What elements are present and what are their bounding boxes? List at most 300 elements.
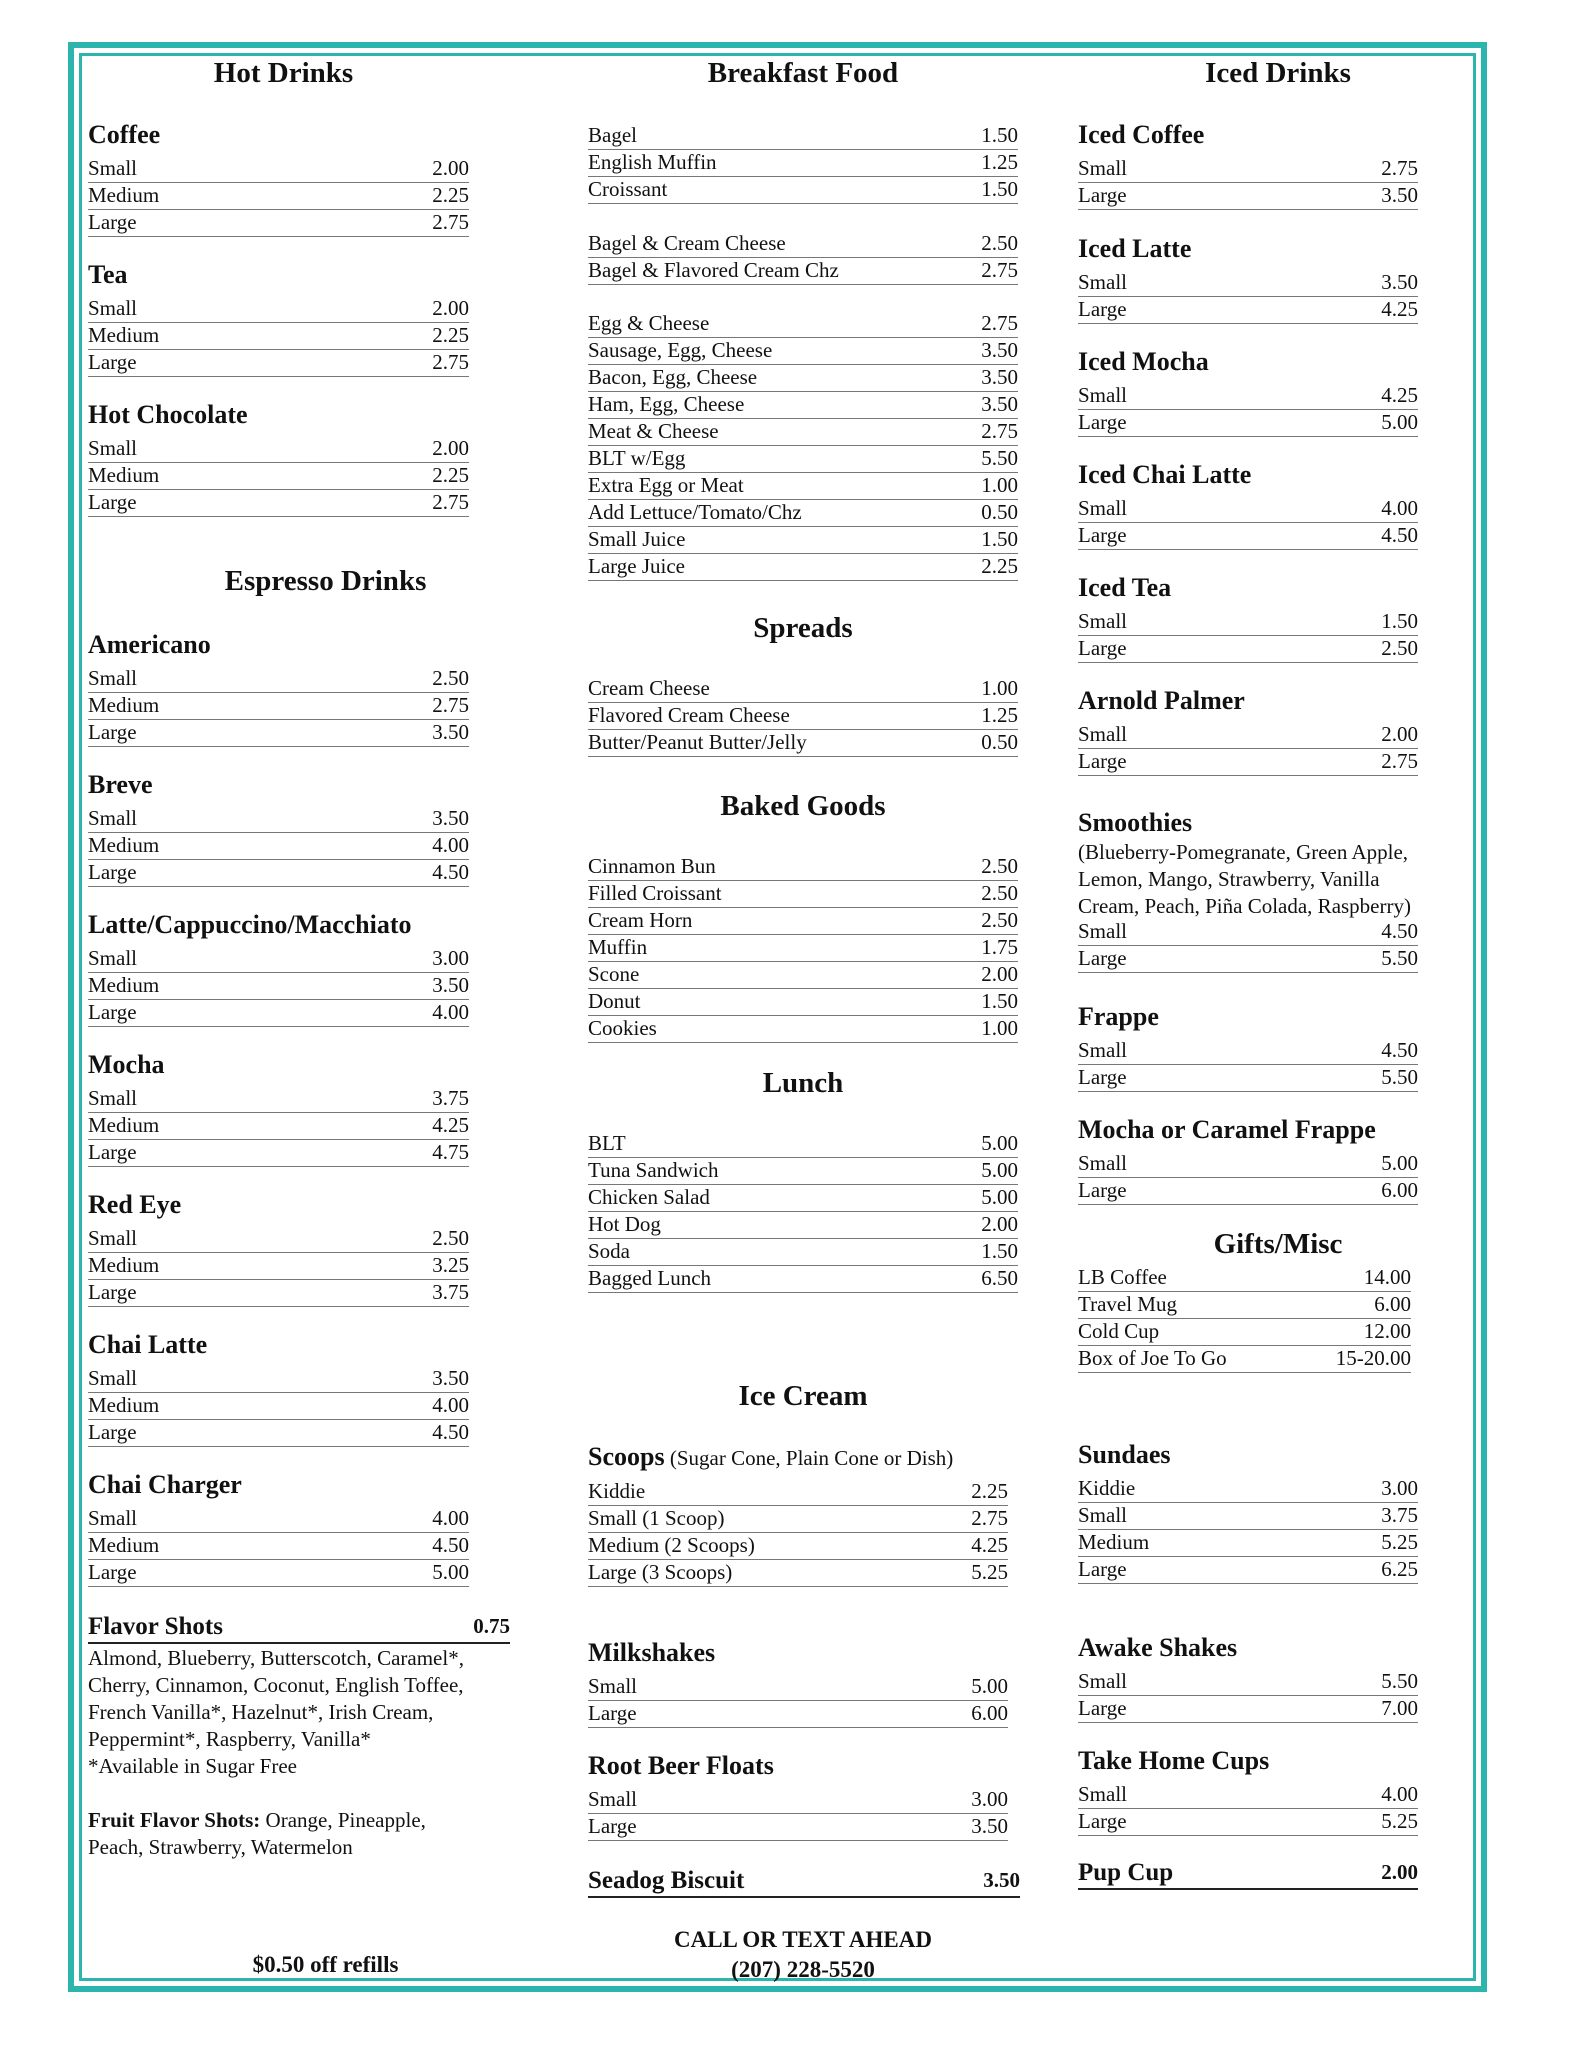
item-label: Filled Croissant xyxy=(588,881,722,905)
item-price: 4.25 xyxy=(1381,383,1418,407)
menu-row xyxy=(588,1015,1018,1043)
item-label: Medium xyxy=(88,463,160,487)
item-label: Small xyxy=(88,1506,138,1530)
flavor-shots-text: Peppermint*, Raspberry, Vanilla* xyxy=(88,1727,371,1751)
item-price: 2.00 xyxy=(981,1212,1018,1236)
item-label: Small xyxy=(1078,722,1128,746)
item-label: Small Juice xyxy=(588,527,686,551)
group-title: Mocha xyxy=(88,1050,165,1079)
item-price: 3.50 xyxy=(432,806,469,830)
item-price: 1.50 xyxy=(981,177,1018,201)
menu-row xyxy=(1078,409,1418,437)
group-title: Iced Chai Latte xyxy=(1078,460,1252,489)
menu-row xyxy=(588,553,1018,581)
group-title: Iced Latte xyxy=(1078,234,1192,263)
menu-row xyxy=(588,176,1018,204)
menu-row xyxy=(88,182,469,210)
item-label: Seadog Biscuit xyxy=(588,1867,745,1894)
item-label: Medium xyxy=(88,833,160,857)
group-title: Iced Coffee xyxy=(1078,120,1205,149)
item-price: 1.25 xyxy=(981,150,1018,174)
item-label: Small xyxy=(88,946,138,970)
menu-row xyxy=(588,1238,1018,1266)
menu-row xyxy=(588,337,1018,365)
group-title: Iced Tea xyxy=(1078,573,1172,602)
item-label: Box of Joe To Go xyxy=(1078,1346,1227,1370)
item-label: Small xyxy=(1078,156,1128,180)
menu-row xyxy=(588,1559,1008,1587)
item-price: 3.50 xyxy=(432,1366,469,1390)
group-title: Red Eye xyxy=(88,1190,182,1219)
smoothies-flavors: Lemon, Mango, Strawberry, Vanilla xyxy=(1078,867,1380,891)
group-title: Mocha or Caramel Frappe xyxy=(1078,1115,1376,1144)
item-label: Small xyxy=(1078,1503,1128,1527)
menu-row xyxy=(588,499,1018,527)
item-label: Small xyxy=(88,1366,138,1390)
item-label: Large xyxy=(1078,183,1127,207)
item-label: Small xyxy=(88,666,138,690)
item-label: Large xyxy=(88,1280,137,1304)
fruit-shots-list: Orange, Pineapple, xyxy=(260,1808,426,1832)
menu-row xyxy=(588,907,1018,935)
menu-row xyxy=(588,1478,1008,1506)
menu-row xyxy=(588,418,1018,446)
item-price: 2.75 xyxy=(432,350,469,374)
item-label: Small xyxy=(588,1674,638,1698)
menu-row xyxy=(588,934,1018,962)
menu-row xyxy=(588,1130,1018,1158)
menu-row xyxy=(88,1505,469,1533)
smoothies-flavors: Cream, Peach, Piña Colada, Raspberry) xyxy=(1078,894,1411,918)
menu-row xyxy=(588,1813,1008,1841)
menu-row xyxy=(588,310,1018,338)
item-label: Large xyxy=(588,1814,637,1838)
item-price: 5.50 xyxy=(981,446,1018,470)
menu-row xyxy=(588,1673,1008,1701)
item-price: 3.00 xyxy=(1381,1476,1418,1500)
menu-row xyxy=(1078,748,1418,776)
item-price: 2.75 xyxy=(432,693,469,717)
item-price: 1.00 xyxy=(981,676,1018,700)
menu-row xyxy=(88,692,469,720)
flavor-shots-text: French Vanilla*, Hazelnut*, Irish Cream, xyxy=(88,1700,434,1724)
item-label: Medium (2 Scoops) xyxy=(588,1533,755,1557)
scoops-title xyxy=(588,1442,953,1472)
item-price: 1.50 xyxy=(981,123,1018,147)
item-label: Large xyxy=(88,860,137,884)
item-price: 7.00 xyxy=(1381,1696,1418,1720)
item-price: 4.25 xyxy=(432,1113,469,1137)
item-label: Add Lettuce/Tomato/Chz xyxy=(588,500,802,524)
item-label: Large xyxy=(1078,1809,1127,1833)
item-label: Small xyxy=(1078,1151,1128,1175)
item-price: 3.00 xyxy=(971,1787,1008,1811)
item-label: Cream Cheese xyxy=(588,676,710,700)
group-title: Coffee xyxy=(88,120,161,149)
menu-row xyxy=(88,155,469,183)
item-price: 3.75 xyxy=(432,1280,469,1304)
menu-row xyxy=(1078,608,1418,636)
item-label: English Muffin xyxy=(588,150,717,174)
menu-row xyxy=(588,364,1018,392)
item-label: Small xyxy=(1078,1038,1128,1062)
item-label: Butter/Peanut Butter/Jelly xyxy=(588,730,807,754)
item-label: Small xyxy=(588,1787,638,1811)
menu-row xyxy=(1078,1291,1411,1319)
item-label: Large xyxy=(88,1000,137,1024)
menu-row xyxy=(588,880,1018,908)
menu-row xyxy=(1078,382,1418,410)
scoops-note: (Sugar Cone, Plain Cone or Dish) xyxy=(664,1446,954,1470)
item-label: Travel Mug xyxy=(1078,1292,1177,1316)
flavor-shots-text: Cherry, Cinnamon, Coconut, English Toffee, xyxy=(88,1673,464,1697)
fruit-shots-label: Fruit Flavor Shots: xyxy=(88,1808,261,1832)
item-label: LB Coffee xyxy=(1078,1265,1167,1289)
item-label: Large xyxy=(88,720,137,744)
menu-row xyxy=(88,1252,469,1280)
item-price: 4.75 xyxy=(432,1140,469,1164)
item-label: Extra Egg or Meat xyxy=(588,473,744,497)
item-price: 4.25 xyxy=(1381,297,1418,321)
item-price: 1.00 xyxy=(981,473,1018,497)
menu-row xyxy=(1078,1502,1418,1530)
menu-row xyxy=(588,257,1018,285)
item-label: Medium xyxy=(88,1393,160,1417)
item-label: Hot Dog xyxy=(588,1212,661,1236)
item-price: 4.25 xyxy=(971,1533,1008,1557)
menu-row xyxy=(1078,1695,1418,1723)
flavor-shots-row xyxy=(88,1612,510,1644)
item-label: Large xyxy=(88,1140,137,1164)
menu-row xyxy=(88,1279,469,1307)
item-price: 5.00 xyxy=(971,1674,1008,1698)
item-price: 3.50 xyxy=(981,392,1018,416)
item-price: 5.50 xyxy=(1381,946,1418,970)
menu-row xyxy=(88,349,469,377)
group-title: Breve xyxy=(88,770,153,799)
menu-row xyxy=(1078,1345,1411,1373)
item-price: 5.50 xyxy=(1381,1669,1418,1693)
menu-row xyxy=(88,805,469,833)
menu-row xyxy=(88,1112,469,1140)
item-label: Egg & Cheese xyxy=(588,311,710,335)
item-price: 4.00 xyxy=(432,1506,469,1530)
menu-row xyxy=(88,859,469,887)
menu-row xyxy=(1078,296,1418,324)
item-label: Flavor Shots xyxy=(88,1613,223,1640)
menu-row xyxy=(88,1365,469,1393)
fruit-flavor-shots xyxy=(88,1807,426,1834)
item-price: 2.00 xyxy=(981,962,1018,986)
item-price: 5.00 xyxy=(1381,1151,1418,1175)
item-label: Muffin xyxy=(588,935,648,959)
menu-row xyxy=(88,462,469,490)
item-price: 1.50 xyxy=(981,1239,1018,1263)
seadog-biscuit-row xyxy=(588,1866,1020,1898)
section-title-hot-drinks: Hot Drinks xyxy=(213,57,354,89)
menu-row xyxy=(1078,1064,1418,1092)
item-price: 2.25 xyxy=(981,554,1018,578)
menu-row xyxy=(588,149,1018,177)
item-price: 0.75 xyxy=(473,1614,510,1638)
menu-row xyxy=(588,391,1018,419)
group-title: Sundaes xyxy=(1078,1440,1171,1469)
item-price: 2.00 xyxy=(432,156,469,180)
section-title-breakfast: Breakfast Food xyxy=(707,57,899,89)
item-price: 4.50 xyxy=(1381,1038,1418,1062)
item-label: Large xyxy=(88,350,137,374)
item-price: 5.00 xyxy=(1381,410,1418,434)
item-price: 2.75 xyxy=(1381,749,1418,773)
menu-row xyxy=(1078,1318,1411,1346)
item-label: Small xyxy=(88,1226,138,1250)
menu-row xyxy=(1078,1264,1411,1292)
menu-row xyxy=(1078,495,1418,523)
item-label: Large xyxy=(1078,1065,1127,1089)
item-price: 2.25 xyxy=(432,323,469,347)
item-price: 0.50 xyxy=(981,500,1018,524)
item-label: Donut xyxy=(588,989,641,1013)
item-price: 2.00 xyxy=(1381,1860,1418,1884)
item-price: 4.00 xyxy=(432,833,469,857)
item-price: 5.00 xyxy=(981,1131,1018,1155)
item-price: 2.50 xyxy=(432,666,469,690)
item-price: 3.50 xyxy=(432,973,469,997)
menu-row xyxy=(88,322,469,350)
menu-row xyxy=(588,702,1018,730)
item-price: 1.50 xyxy=(1381,609,1418,633)
item-price: 4.50 xyxy=(432,1533,469,1557)
menu-row xyxy=(1078,269,1418,297)
item-price: 4.00 xyxy=(432,1393,469,1417)
item-label: Cold Cup xyxy=(1078,1319,1160,1343)
menu-row xyxy=(1078,1150,1418,1178)
item-label: Medium xyxy=(88,973,160,997)
section-title-lunch: Lunch xyxy=(762,1067,844,1099)
item-label: Large xyxy=(1078,636,1127,660)
item-label: Large xyxy=(1078,749,1127,773)
item-label: Cookies xyxy=(588,1016,657,1040)
item-label: Cinnamon Bun xyxy=(588,854,716,878)
item-price: 3.50 xyxy=(1381,183,1418,207)
item-price: 5.25 xyxy=(1381,1809,1418,1833)
item-price: 6.50 xyxy=(981,1266,1018,1290)
section-title-spreads: Spreads xyxy=(753,612,853,644)
item-label: Pup Cup xyxy=(1078,1859,1174,1886)
item-label: Large xyxy=(88,490,137,514)
section-title-gifts: Gifts/Misc xyxy=(1213,1228,1343,1260)
menu-row xyxy=(1078,1177,1418,1205)
group-title: Hot Chocolate xyxy=(88,400,248,429)
scoops-label: Scoops xyxy=(588,1442,665,1471)
flavor-shots-text: Almond, Blueberry, Butterscotch, Caramel*, xyxy=(88,1646,464,1670)
group-title: Chai Charger xyxy=(88,1470,242,1499)
menu-row xyxy=(1078,1475,1418,1503)
group-title: Americano xyxy=(88,630,211,659)
item-price: 3.50 xyxy=(971,1814,1008,1838)
item-label: Meat & Cheese xyxy=(588,419,719,443)
menu-row xyxy=(1078,1037,1418,1065)
menu-row xyxy=(1078,918,1418,946)
item-price: 3.50 xyxy=(981,365,1018,389)
item-label: Small (1 Scoop) xyxy=(588,1506,725,1530)
item-price: 2.00 xyxy=(432,296,469,320)
item-label: Cream Horn xyxy=(588,908,693,932)
item-price: 2.75 xyxy=(971,1506,1008,1530)
item-label: Medium xyxy=(88,1253,160,1277)
item-price: 2.50 xyxy=(981,854,1018,878)
item-label: Small xyxy=(1078,919,1128,943)
item-price: 1.50 xyxy=(981,527,1018,551)
item-label: Bagel & Cream Cheese xyxy=(588,231,786,255)
item-price: 2.75 xyxy=(981,311,1018,335)
item-price: 2.50 xyxy=(432,1226,469,1250)
group-title: Frappe xyxy=(1078,1002,1159,1031)
fruit-shots-text: Peach, Strawberry, Watermelon xyxy=(88,1835,353,1859)
item-label: Large xyxy=(1078,297,1127,321)
menu-row xyxy=(588,1211,1018,1239)
item-label: Large xyxy=(1078,410,1127,434)
menu-row xyxy=(88,665,469,693)
group-title: Latte/Cappuccino/Macchiato xyxy=(88,910,412,939)
item-price: 1.50 xyxy=(981,989,1018,1013)
item-price: 6.00 xyxy=(1381,1178,1418,1202)
item-price: 2.75 xyxy=(981,419,1018,443)
menu-row xyxy=(588,1505,1008,1533)
item-label: Small xyxy=(1078,496,1128,520)
item-label: Large xyxy=(1078,1178,1127,1202)
item-label: Bagel xyxy=(588,123,637,147)
item-price: 4.00 xyxy=(1381,1782,1418,1806)
menu-row xyxy=(88,1139,469,1167)
item-price: 5.25 xyxy=(1381,1530,1418,1554)
menu-row xyxy=(88,719,469,747)
item-price: 2.75 xyxy=(981,258,1018,282)
phone-number: (207) 228-5520 xyxy=(731,1957,875,1982)
menu-row xyxy=(588,1786,1008,1814)
item-label: Large xyxy=(1078,1696,1127,1720)
item-price: 5.00 xyxy=(432,1560,469,1584)
item-price: 2.75 xyxy=(432,490,469,514)
item-label: Small xyxy=(1078,1782,1128,1806)
menu-row xyxy=(588,526,1018,554)
item-price: 2.50 xyxy=(981,908,1018,932)
item-label: Large xyxy=(1078,946,1127,970)
item-price: 4.50 xyxy=(432,1420,469,1444)
pup-cup-row xyxy=(1078,1858,1418,1890)
item-price: 3.50 xyxy=(981,338,1018,362)
item-label: Medium xyxy=(88,693,160,717)
item-label: Large xyxy=(88,1560,137,1584)
item-label: Croissant xyxy=(588,177,668,201)
item-price: 1.00 xyxy=(981,1016,1018,1040)
item-price: 3.50 xyxy=(1381,270,1418,294)
item-label: Large xyxy=(88,210,137,234)
item-label: Medium xyxy=(88,1533,160,1557)
item-label: Kiddie xyxy=(1078,1476,1136,1500)
group-title: Tea xyxy=(88,260,128,289)
menu-row xyxy=(88,832,469,860)
item-price: 14.00 xyxy=(1363,1265,1411,1289)
section-title-iced-drinks: Iced Drinks xyxy=(1205,57,1351,89)
item-label: Large xyxy=(88,1420,137,1444)
call-ahead: CALL OR TEXT AHEAD xyxy=(674,1927,932,1952)
menu-row xyxy=(588,1700,1008,1728)
item-label: BLT w/Egg xyxy=(588,446,686,470)
refills-note: $0.50 off refills xyxy=(252,1952,399,1977)
menu-row xyxy=(588,675,1018,703)
menu-row xyxy=(1078,721,1418,749)
item-label: BLT xyxy=(588,1131,626,1155)
group-title: Awake Shakes xyxy=(1078,1633,1238,1662)
menu-row xyxy=(88,209,469,237)
item-price: 5.50 xyxy=(1381,1065,1418,1089)
item-label: Medium xyxy=(88,1113,160,1137)
item-price: 1.75 xyxy=(981,935,1018,959)
menu-row xyxy=(1078,945,1418,973)
item-price: 3.50 xyxy=(432,720,469,744)
menu-row xyxy=(88,999,469,1027)
item-price: 3.00 xyxy=(432,946,469,970)
item-label: Kiddie xyxy=(588,1479,646,1503)
item-label: Large xyxy=(1078,1557,1127,1581)
menu-row xyxy=(588,1265,1018,1293)
item-label: Small xyxy=(88,296,138,320)
section-title-ice-cream: Ice Cream xyxy=(738,1380,868,1412)
item-label: Tuna Sandwich xyxy=(588,1158,719,1182)
item-label: Flavored Cream Cheese xyxy=(588,703,790,727)
menu-row xyxy=(88,1532,469,1560)
menu-row xyxy=(588,1184,1018,1212)
item-price: 1.25 xyxy=(981,703,1018,727)
menu-row xyxy=(588,472,1018,500)
item-price: 4.00 xyxy=(432,1000,469,1024)
item-label: Small xyxy=(1078,609,1128,633)
menu-row xyxy=(1078,522,1418,550)
menu-row xyxy=(1078,1556,1418,1584)
item-label: Medium xyxy=(88,183,160,207)
item-price: 5.25 xyxy=(971,1560,1008,1584)
menu-row xyxy=(88,435,469,463)
item-price: 3.75 xyxy=(1381,1503,1418,1527)
item-label: Bacon, Egg, Cheese xyxy=(588,365,758,389)
item-label: Small xyxy=(88,156,138,180)
menu-row xyxy=(1078,1781,1418,1809)
item-price: 3.50 xyxy=(983,1868,1020,1892)
item-price: 3.25 xyxy=(432,1253,469,1277)
menu-row xyxy=(88,1392,469,1420)
item-price: 6.00 xyxy=(1374,1292,1411,1316)
menu-row xyxy=(588,961,1018,989)
item-price: 3.75 xyxy=(432,1086,469,1110)
item-price: 4.50 xyxy=(1381,523,1418,547)
item-price: 2.50 xyxy=(981,231,1018,255)
menu-row xyxy=(588,988,1018,1016)
item-label: Soda xyxy=(588,1239,630,1263)
section-title-baked-goods: Baked Goods xyxy=(720,790,886,822)
menu-row xyxy=(588,1532,1008,1560)
smoothies-flavors: (Blueberry-Pomegranate, Green Apple, xyxy=(1078,840,1409,864)
group-title: Arnold Palmer xyxy=(1078,686,1245,715)
menu-row xyxy=(588,122,1018,150)
item-price: 4.50 xyxy=(1381,919,1418,943)
menu-row xyxy=(1078,635,1418,663)
item-price: 12.00 xyxy=(1363,1319,1411,1343)
group-title: Smoothies xyxy=(1078,808,1193,837)
menu-row xyxy=(88,1085,469,1113)
item-price: 2.00 xyxy=(432,436,469,460)
item-label: Medium xyxy=(1078,1530,1150,1554)
